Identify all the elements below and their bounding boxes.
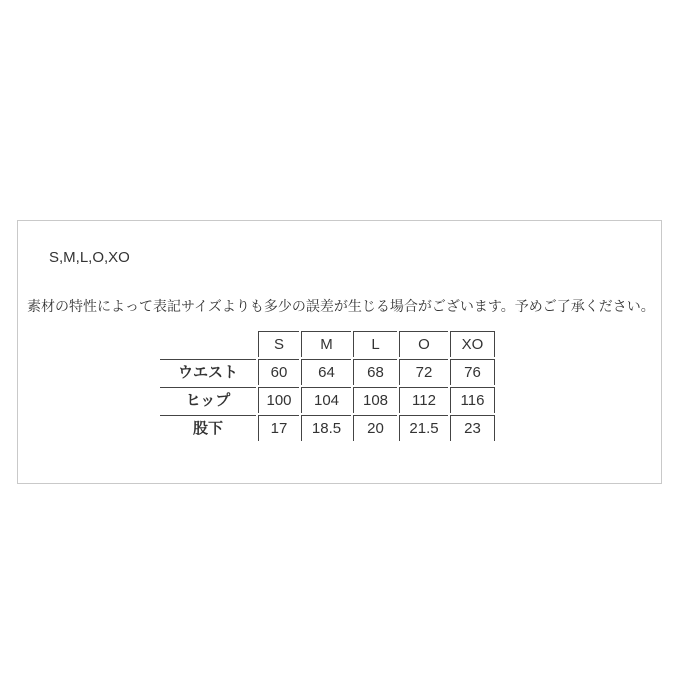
material-tolerance-notice: 素材の特性によって表記サイズよりも多少の誤差が生じる場合がございます。予めご了承ください。 <box>27 298 655 314</box>
hip-value-l: 108 <box>353 387 397 413</box>
hip-value-s: 100 <box>258 387 299 413</box>
corner-cell <box>160 331 256 357</box>
column-header-xo: XO <box>450 331 495 357</box>
waist-value-s: 60 <box>258 359 299 385</box>
available-sizes-text: S,M,L,O,XO <box>49 249 130 266</box>
hip-value-m: 104 <box>301 387 351 413</box>
waist-value-o: 72 <box>399 359 448 385</box>
row-label-hip: ヒップ <box>160 387 256 413</box>
inseam-value-s: 17 <box>258 415 299 441</box>
inseam-value-m: 18.5 <box>301 415 351 441</box>
waist-value-l: 68 <box>353 359 397 385</box>
waist-value-xo: 76 <box>450 359 495 385</box>
waist-value-m: 64 <box>301 359 351 385</box>
hip-value-o: 112 <box>399 387 448 413</box>
table-row-inseam <box>160 415 495 441</box>
column-header-s: S <box>258 331 299 357</box>
column-header-o: O <box>399 331 448 357</box>
row-label-inseam: 股下 <box>160 415 256 441</box>
table-row-hip <box>160 387 495 413</box>
column-header-l: L <box>353 331 397 357</box>
inseam-value-l: 20 <box>353 415 397 441</box>
inseam-value-o: 21.5 <box>399 415 448 441</box>
hip-value-xo: 116 <box>450 387 495 413</box>
size-spec-table <box>158 329 497 443</box>
column-header-m: M <box>301 331 351 357</box>
size-table-header-row <box>160 331 495 357</box>
inseam-value-xo: 23 <box>450 415 495 441</box>
size-info-panel <box>17 220 662 484</box>
table-row-waist <box>160 359 495 385</box>
row-label-waist: ウエスト <box>160 359 256 385</box>
